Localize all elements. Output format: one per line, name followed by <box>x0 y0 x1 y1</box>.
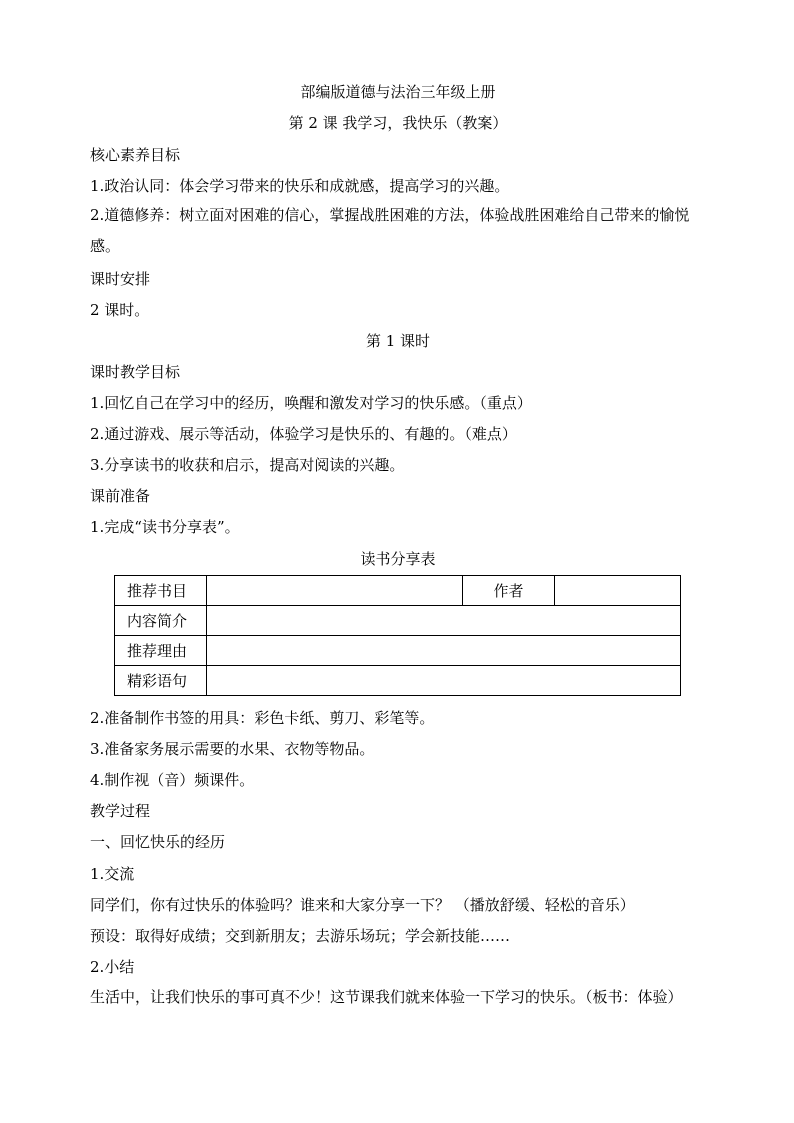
summary-value-cell <box>207 606 681 636</box>
schedule-text: 2 课时。 <box>90 301 150 319</box>
lesson-goals-heading: 课时教学目标 <box>90 363 181 381</box>
table-row <box>115 606 681 636</box>
quotes-value-cell <box>207 666 681 696</box>
reading-share-table <box>114 575 681 696</box>
table-row <box>115 576 681 606</box>
reason-value-cell <box>207 636 681 666</box>
lesson-goal-1: 1.回忆自己在学习中的经历，唤醒和激发对学习的快乐感。（重点） <box>90 394 532 412</box>
quotes-label: 精彩语句 <box>115 666 207 696</box>
prep-item-3: 3.准备家务展示需要的水果、衣物等物品。 <box>90 740 375 758</box>
table-title: 读书分享表 <box>360 550 436 568</box>
core-goals-heading: 核心素养目标 <box>90 146 181 164</box>
lesson-goal-2: 2.通过游戏、展示等活动，体验学习是快乐的、有趣的。（难点） <box>90 425 517 443</box>
document-title: 部编版道德与法治三年级上册 <box>300 83 496 101</box>
author-label: 作者 <box>463 576 555 606</box>
step-1-title: 1.交流 <box>90 865 135 883</box>
author-value-cell <box>555 576 681 606</box>
prep-item-2: 2.准备制作书签的用具：彩色卡纸、剪刀、彩笔等。 <box>90 709 435 727</box>
reason-label: 推荐理由 <box>115 636 207 666</box>
process-heading: 教学过程 <box>90 802 151 820</box>
step-1-preset: 预设：取得好成绩；交到新朋友；去游乐场玩；学会新技能…… <box>90 927 511 945</box>
step-2-text: 生活中，让我们快乐的事可真不少！这节课我们就来体验一下学习的快乐。（板书：体验） <box>90 988 683 1006</box>
prep-item-4: 4.制作视（音）频课件。 <box>90 771 255 789</box>
core-goal-2: 2.道德修养：树立面对困难的信心，掌握战胜困难的方法，体验战胜困难给自己带来的愉悦感。 <box>90 206 690 255</box>
table-row <box>115 666 681 696</box>
lesson-goal-3: 3.分享读书的收获和启示，提高对阅读的兴趣。 <box>90 456 405 474</box>
book-value-cell <box>207 576 463 606</box>
prep-heading: 课前准备 <box>90 487 151 505</box>
lesson-title: 第 1 课时 <box>365 332 431 350</box>
lesson-subtitle: 第 2 课 我学习，我快乐（教案） <box>288 114 508 132</box>
book-label: 推荐书目 <box>115 576 207 606</box>
summary-label: 内容简介 <box>115 606 207 636</box>
step-1-text: 同学们，你有过快乐的体验吗？谁来和大家分享一下？ （播放舒缓、轻松的音乐） <box>90 896 635 914</box>
step-2-title: 2.小结 <box>90 958 135 976</box>
process-part-1: 一、回忆快乐的经历 <box>90 833 226 851</box>
schedule-heading: 课时安排 <box>90 270 151 288</box>
prep-item-1: 1.完成“读书分享表”。 <box>90 518 240 536</box>
table-row <box>115 636 681 666</box>
core-goal-1: 1.政治认同：体会学习带来的快乐和成就感，提高学习的兴趣。 <box>90 177 510 195</box>
